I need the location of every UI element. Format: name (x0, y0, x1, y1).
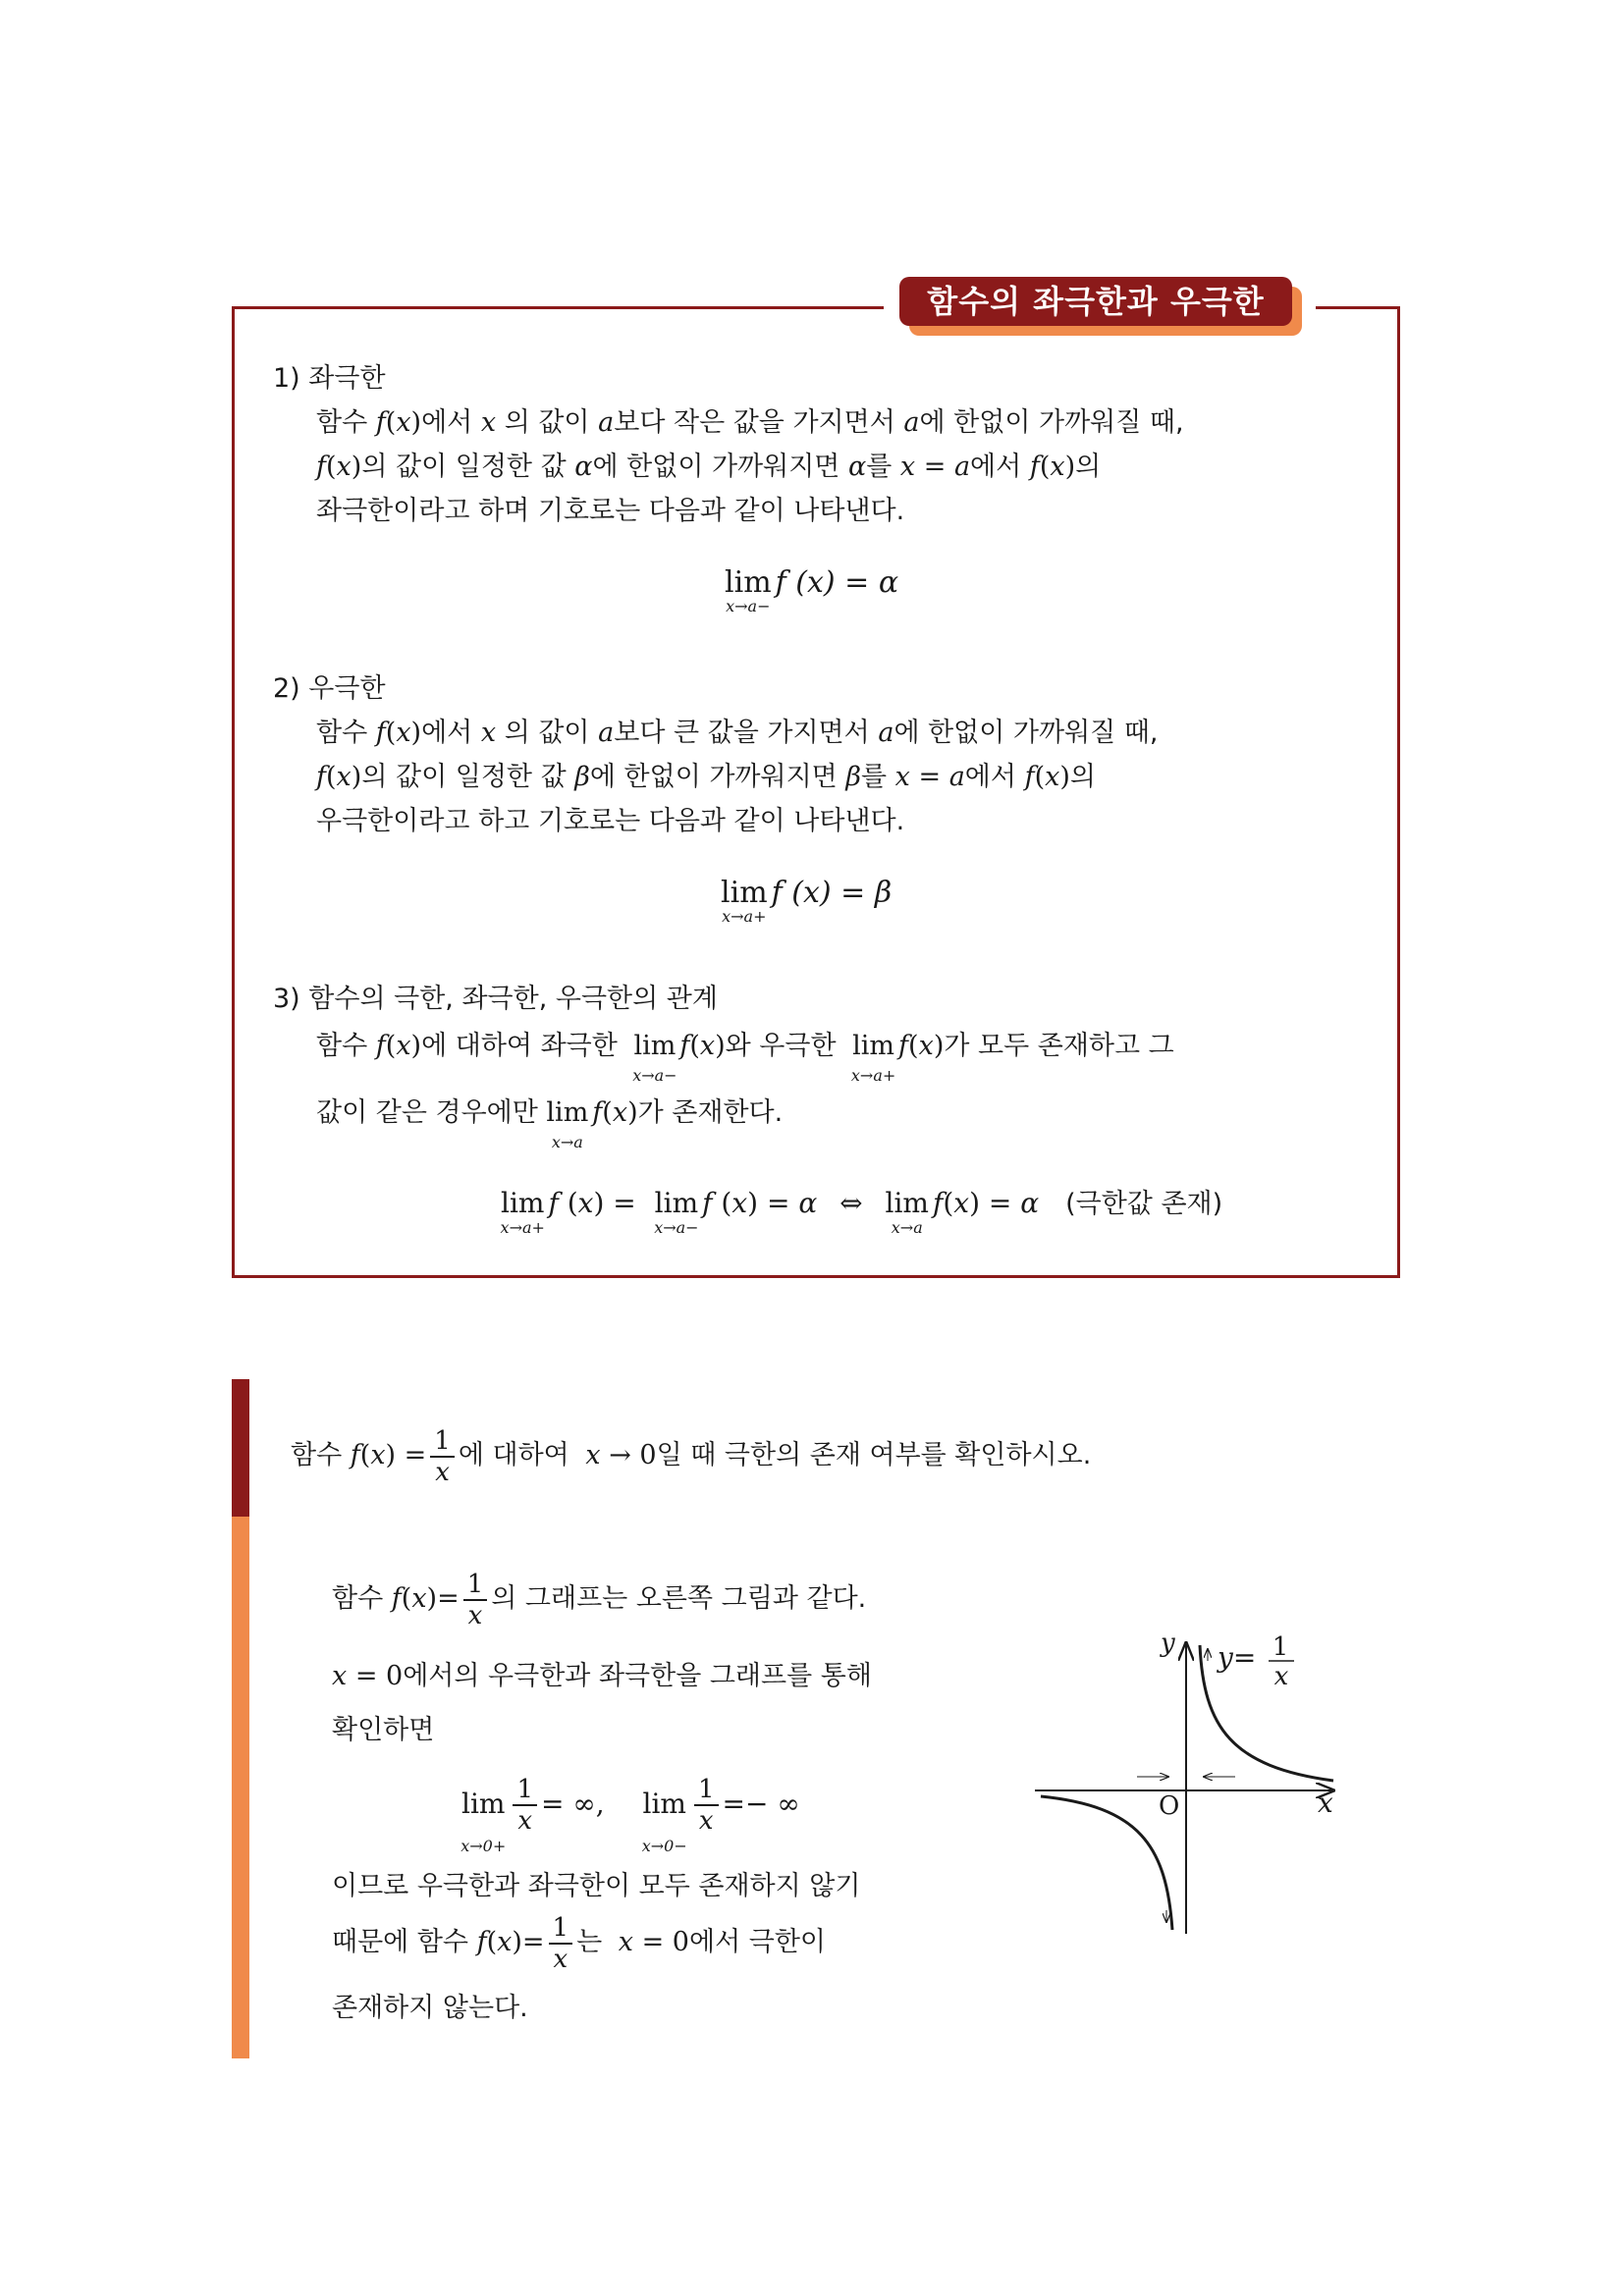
section3-line1: 함수 f(x)에 대하여 좌극한 lim x→a− f(x)와 우극한 lim x→a+ f(x)가 모두 존재하고 그 (316, 1031, 1174, 1085)
solution-line1: 함수 f(x)= $\frac{1}{x}$ 의 그래프는 오른쪽 그림과 같다. (332, 1569, 867, 1630)
section3-line2: 값이 같은 경우에만 lim x→a f(x)가 존재한다. (316, 1097, 784, 1151)
section1-line2: f(x)의 값이 일정한 값 α에 한없이 가까워지면 α를 x = a에서 f(x)의 (316, 452, 1102, 482)
y-label: y (1161, 1629, 1175, 1658)
solution-line6: 존재하지 않는다. (332, 1993, 528, 2023)
solution-line3: 확인하면 (332, 1715, 435, 1745)
section2-line2: f(x)의 값이 일정한 값 β에 한없이 가까워지면 β를 x = a에서 f(x)의 (316, 762, 1096, 792)
box-top-border-right (1316, 306, 1400, 309)
curve-label-num: 1 (1272, 1632, 1289, 1662)
origin-label: O (1159, 1791, 1180, 1821)
section2-heading: 2) 우극한 (273, 673, 386, 704)
section2-formula: lim x→a+ f (x) = β (721, 876, 893, 926)
curve-label: y= (1218, 1641, 1257, 1674)
section2-line1: 함수 f(x)에서 x 의 값이 a보다 큰 값을 가지면서 a에 한없이 가까워질 때, (316, 718, 1159, 748)
section1-line3: 좌극한이라고 하며 기호로는 다음과 같이 나타낸다. (316, 496, 905, 526)
curve-label-den: x (1273, 1662, 1289, 1691)
solution-line2: x = 0에서의 우극한과 좌극한을 그래프를 통해 (332, 1661, 872, 1691)
section3-heading: 3) 함수의 극한, 좌극한, 우극한의 관계 (273, 984, 718, 1014)
section1-heading: 1) 좌극한 (273, 363, 386, 394)
problem-bar (232, 1379, 249, 1517)
solution-line4: 이므로 우극한과 좌극한이 모두 존재하지 않기 (332, 1871, 861, 1901)
problem-question: 함수 f(x) = $\frac{1}{x}$ 에 대하여 x → 0일 때 극한의 존재 여부를 확인하시오. (291, 1425, 1092, 1487)
curve-negative (1041, 1796, 1172, 1930)
solution-bar (232, 1517, 249, 2058)
hyperbola-graph (1021, 1620, 1345, 1953)
section2-line3: 우극한이라고 하고 기호로는 다음과 같이 나타낸다. (316, 806, 905, 836)
section1-formula: lim x→a− f (x) = α (725, 565, 899, 615)
box-title: 함수의 좌극한과 우극한 (899, 277, 1292, 326)
solution-limits: lim x→0+ $\frac{1}{x}$ = ∞, lim x→0− $\frac{1}{x}$ =− ∞ (460, 1775, 800, 1855)
box-top-border-left (232, 306, 884, 309)
solution-line5: 때문에 함수 f(x)= $\frac{1}{x}$ 는 x = 0에서 극한이 (332, 1912, 826, 1974)
x-label: x (1318, 1787, 1333, 1819)
section1-line1: 함수 f(x)에서 x 의 값이 a보다 작은 값을 가지면서 a에 한없이 가까워질 때, (316, 407, 1184, 438)
section3-formula: lim x→a+ f (x) = lim x→a− f (x) = α ⇔ lim x→a f(x) = α (극한값 존재) (500, 1187, 1223, 1237)
